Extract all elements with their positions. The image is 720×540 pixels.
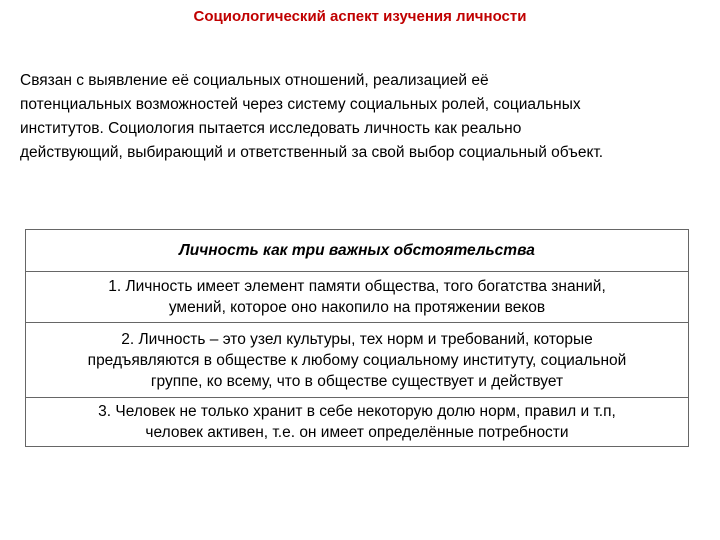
intro-line: потенциальных возможностей через систему социальных ролей, социальных (20, 96, 581, 113)
page-title: Социологический аспект изучения личности (193, 8, 527, 25)
table-row (26, 271, 688, 322)
intro-paragraph (20, 69, 710, 165)
table-row-line: группе, ко всему, что в обществе существует и действует (150, 372, 564, 390)
table-row-line: человек активен, т.е. он имеет определённые потребности (145, 424, 569, 441)
intro-line: институтов. Социология пытается исследовать личность как реально (20, 120, 522, 137)
circumstances-table (25, 229, 689, 447)
table-row-line: умений, которое оно накопило на протяжении веков (168, 299, 546, 316)
intro-line: действующий, выбирающий и ответственный за свой выбор социальный объект. (20, 144, 604, 161)
intro-line: Связан с выявление её социальных отношений, реализацией её (20, 72, 489, 89)
table-header-text: Личность как три важных обстоятельства (179, 242, 535, 259)
table-row-line: предъявляются в обществе к любому социальному институту, социальной (87, 351, 627, 369)
table-row (26, 397, 688, 446)
table-row (26, 322, 688, 397)
table-row-line: 1. Личность имеет элемент памяти общества, того богатства знаний, (108, 278, 606, 295)
table-header (26, 230, 688, 271)
table-row-line: 3. Человек не только хранит в себе некоторую долю норм, правил и т.п, (98, 403, 616, 420)
table-row-line: 2. Личность – это узел культуры, тех норм и требований, которые (121, 330, 593, 348)
